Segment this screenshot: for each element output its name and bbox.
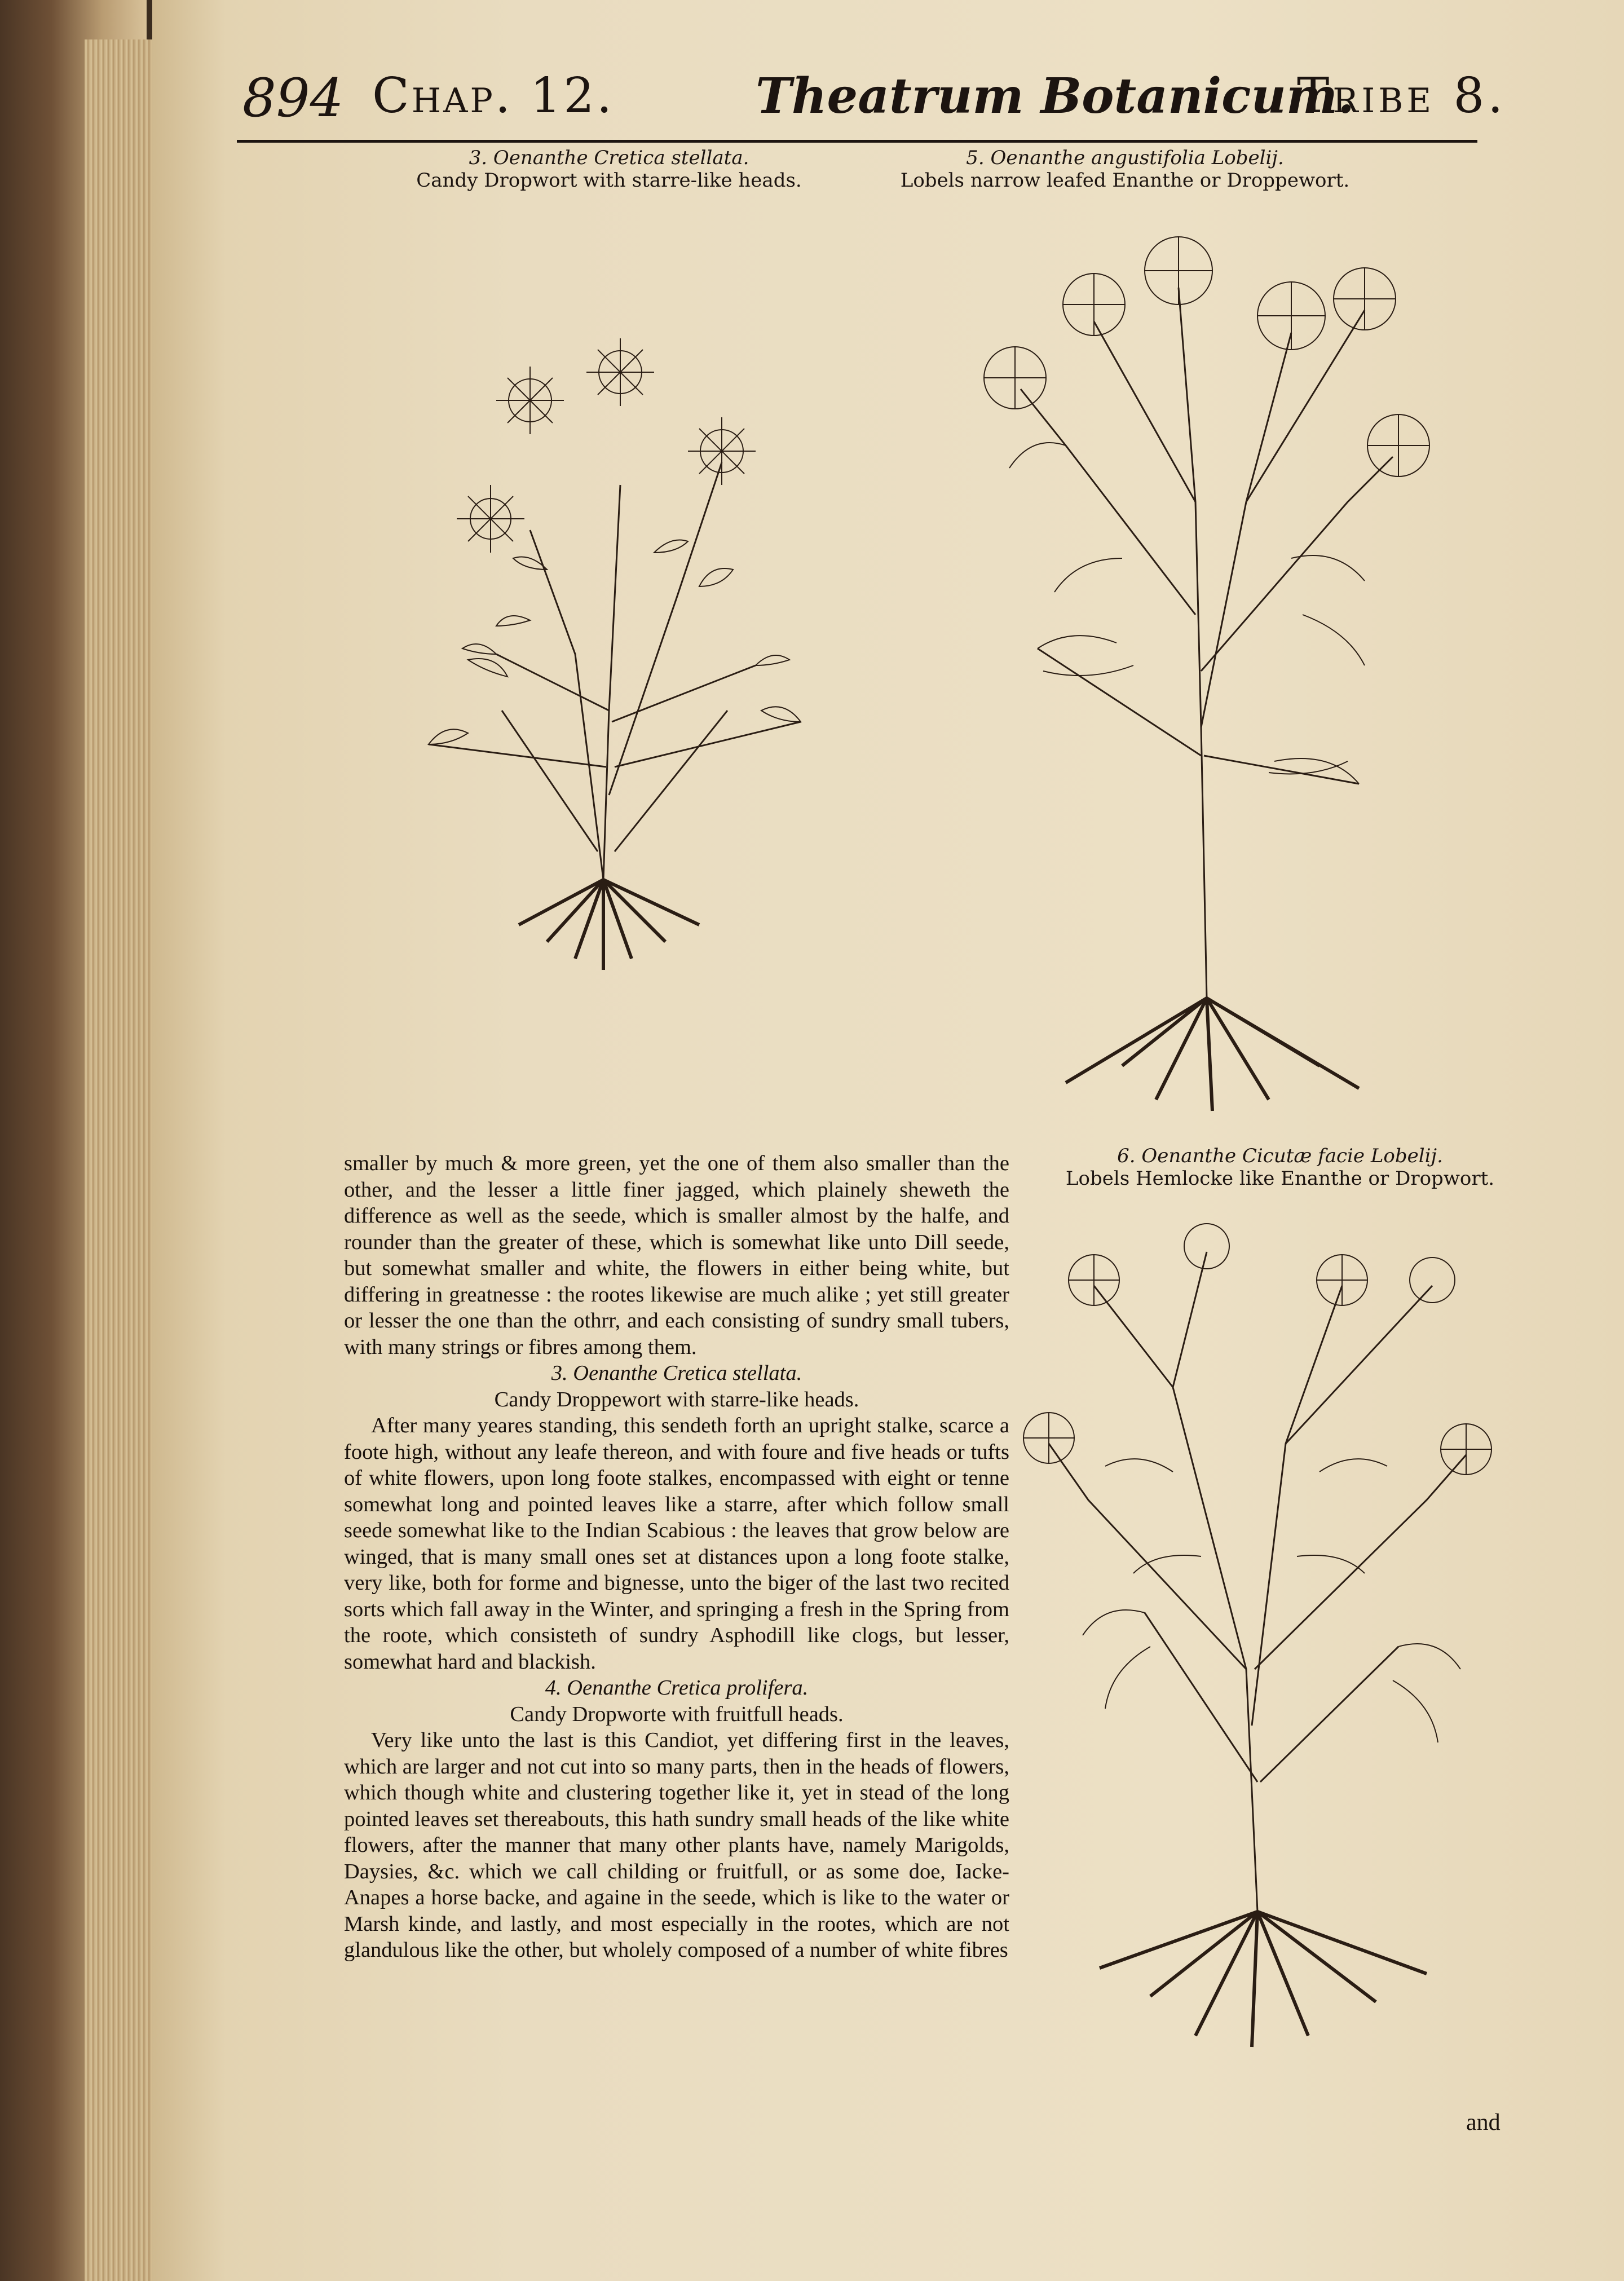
figure-3-english: Candy Dropwort with starre-like heads. [416,169,802,192]
catchword: and [1466,2110,1501,2136]
section-heading-3: 3. Oenanthe Cretica stellata. [551,1361,802,1385]
figure-caption-6 [1049,1145,1511,1190]
paragraph-continuation: smaller by much & more green, yet the one of them also smaller than the other, and the lesser a little finer jagged, which plainely sheweth the difference as well as the seede, which is smaller almost by the halfe, and rounder than the greater of these, which is somewhat like unto Dill seede, but somewhat smaller and white, the flowers in either being white, but differing in greatnesse : the rootes likewise are much alike ; yet still greater or lesser the one than the othrr, and each consisting of sundry small tubers, with many strings or fibres among them. [344,1151,1009,1359]
figure-3-latin: 3. Oenanthe Cretica stellata. [469,147,749,169]
paragraph-4: Very like unto the last is this Candiot, yet differing first in the leaves, which are larger and not cut into so many parts, then in the heads of flowers, which though white and clustering together like it, yet in stead of the long pointed leaves set thereabouts, this hath sundry small heads of the like white flowers, after the manner that many other plants have, namely Marigolds, Daysies, &c. which we call childing or fruitfull, or as some doe, Iacke-Anapes a horse backe, and againe in the seede, which is like to the water or Marsh kinde, and lastly, and most especially in the rootes, which are not glandulous like the other, but wholely composed of a number of white fibres [344,1728,1009,1962]
page-number: 894 [242,68,344,129]
figure-caption-3 [395,147,823,192]
figure-caption-5 [885,147,1365,192]
body-text [344,1150,1009,1964]
book-title: Theatrum Botanicum. [756,68,1354,125]
section-subheading-4: Candy Dropworte with fruitfull heads. [510,1702,844,1726]
figure-6-latin: 6. Oenanthe Cicutæ facie Lobelij. [1117,1145,1443,1167]
paragraph-3: After many yeares standing, this sendeth forth an upright stalke, scarce a foote high, without any leafe thereon, and with foure and five heads or tufts of white flowers, upon long foote stalkes, encompassed with eight or tenne somewhat long and pointed leaves like a starre, after which follow small seede somewhat like to the Indian Scabious : the leaves that grow below are winged, that is many small ones set at distances upon a long foote stalke, very like, both for forme and bignesse, unto the biger of the last two recited sorts which fall away in the Winter, and springing a fresh in the Spring from the roote, which consisteth of sundry Asphodill like clogs, but lesser, somewhat hard and blackish. [344,1414,1009,1674]
tribe-heading: Tribe 8. [1297,68,1507,124]
figure-5-latin: 5. Oenanthe angustifolia Lobelij. [966,147,1284,169]
woodcut-star-headed-dropwort [361,316,846,981]
section-subheading-3: Candy Droppewort with starre-like heads. [494,1387,859,1411]
woodcut-hemlock-like-dropwort [1004,1218,1511,2053]
section-heading-4: 4. Oenanthe Cretica prolifera. [545,1676,809,1700]
figure-5-english: Lobels narrow leafed Enanthe or Droppewort. [900,169,1350,192]
chapter-heading: Chap. 12. [372,68,615,124]
header-rule [237,140,1477,143]
figure-6-english: Lobels Hemlocke like Enanthe or Dropwort. [1065,1167,1495,1190]
woodcut-narrow-leafed-dropwort [953,220,1460,1122]
